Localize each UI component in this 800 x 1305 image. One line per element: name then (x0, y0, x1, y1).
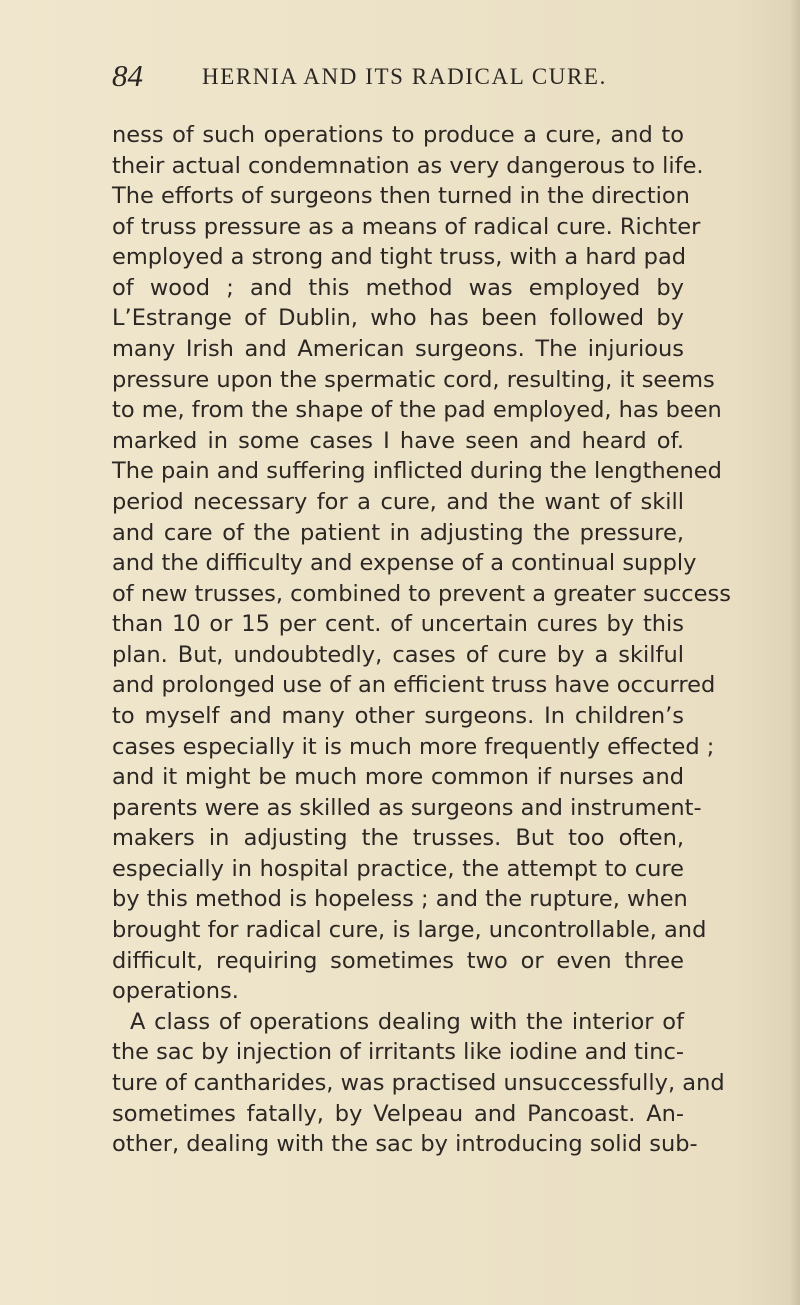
text-line: other, dealing with the sac by introducing solid sub- (112, 1131, 698, 1158)
text-line: pressure upon the spermatic cord, resulting, it seems (112, 366, 715, 393)
page-edge-shadow (790, 0, 800, 1305)
body-text (112, 120, 731, 1160)
running-title: HERNIA AND ITS RADICAL CURE. (202, 64, 607, 89)
text-line: ness of such operations to produce a cure, and to (112, 122, 684, 148)
text-line: by this method is hopeless ; and the rupture, when (112, 886, 688, 913)
text-line: and care of the patient in adjusting the pressure, (112, 519, 684, 546)
text-line: marked in some cases I have seen and heard of. (112, 427, 684, 454)
text-line: parents were as skilled as surgeons and instrument- (112, 794, 702, 821)
text-line: to myself and many other surgeons. In children’s (112, 702, 684, 729)
text-line: and it might be much more common if nurses and (112, 764, 684, 791)
text-line: brought for radical cure, is large, uncontrollable, and (112, 917, 707, 944)
text-line: The efforts of surgeons then turned in the direction (112, 183, 690, 210)
text-line: sometimes fatally, by Velpeau and Pancoast. An- (112, 1100, 684, 1127)
running-head (112, 60, 672, 96)
text-line: L’Estrange of Dublin, who has been followed by (112, 305, 684, 332)
text-line: period necessary for a cure, and the want of skill (112, 488, 684, 515)
text-line: operations. (112, 978, 239, 1005)
paragraph-start-line: A class of operations dealing with the interior of (130, 1008, 684, 1035)
page-number: 84 (112, 58, 143, 93)
text-line: ture of cantharides, was practised unsuccessfully, and (112, 1069, 725, 1096)
text-line: cases especially it is much more frequently effected ; (112, 733, 715, 760)
text-line: the sac by injection of irritants like iodine and tinc- (112, 1039, 684, 1066)
text-line: plan. But, undoubtedly, cases of cure by a skilful (112, 641, 684, 668)
text-line: to me, from the shape of the pad employed, has been (112, 397, 722, 424)
text-line: difficult, requiring sometimes two or even three (112, 947, 684, 974)
text-line: The pain and suffering inflicted during the lengthened (112, 458, 722, 485)
text-line: many Irish and American surgeons. The injurious (112, 336, 684, 363)
text-line: makers in adjusting the trusses. But too often, (112, 825, 684, 852)
text-line: and prolonged use of an efficient truss have occurred (112, 672, 716, 699)
text-line: of wood ; and this method was employed by (112, 274, 684, 301)
text-line: employed a strong and tight truss, with a hard pad (112, 244, 687, 271)
text-line: especially in hospital practice, the attempt to cure (112, 855, 684, 882)
text-line: and the difficulty and expense of a continual supply (112, 550, 697, 577)
text-line: of new trusses, combined to prevent a greater success (112, 580, 731, 607)
text-line: of truss pressure as a means of radical cure. Richter (112, 213, 701, 240)
text-line: their actual condemnation as very dangerous to life. (112, 152, 704, 179)
text-line: than 10 or 15 per cent. of uncertain cures by this (112, 611, 684, 638)
